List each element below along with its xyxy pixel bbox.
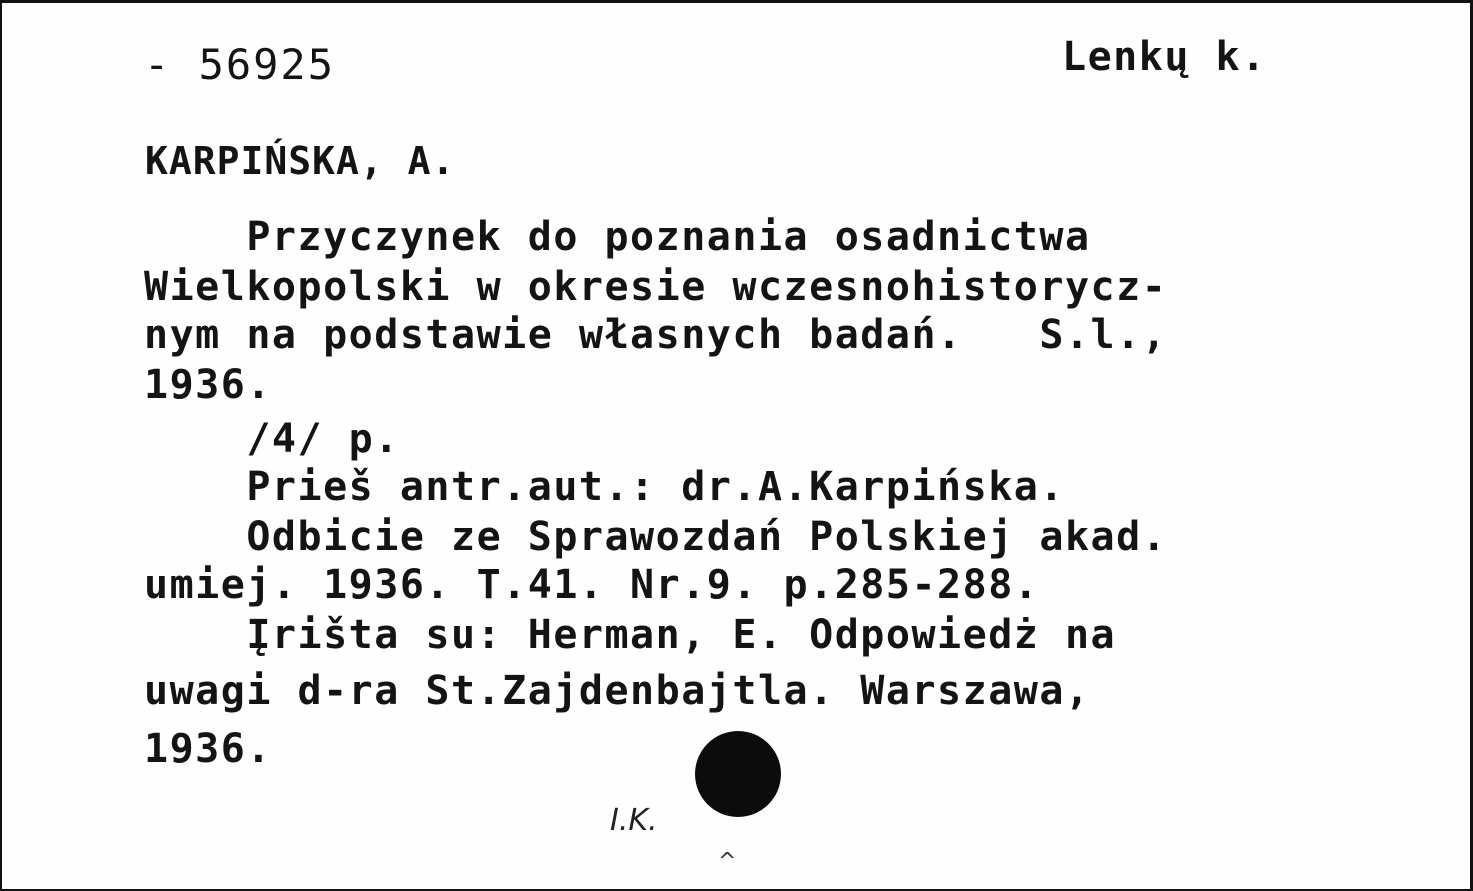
handwritten-initials: I.K. [610, 803, 658, 838]
body-line: 1936. [144, 726, 272, 772]
body-line: Prieš antr.aut.: dr.A.Karpińska. [144, 464, 1065, 510]
body-line: uwagi d-ra St.Zajdenbajtla. Warszawa, [144, 668, 1091, 714]
handwritten-mark: ^ [718, 849, 737, 874]
body-line: Przyczynek do poznania osadnictwa [144, 214, 1091, 260]
body-line: /4/ p. [144, 416, 400, 462]
location-label: Lenkų k. [1062, 34, 1267, 80]
body-line: Wielkopolski w okresie wczesnohistorycz- [144, 264, 1168, 310]
body-line: umiej. 1936. T.41. Nr.9. p.285-288. [144, 562, 1040, 608]
body-line: Įrišta su: Herman, E. Odpowiedż na [144, 612, 1117, 658]
call-number: - 56925 [144, 40, 336, 89]
punch-hole [695, 731, 781, 817]
body-line: nym na podstawie własnych badań. S.l., [144, 312, 1168, 358]
body-line: Odbicie ze Sprawozdań Polskiej akad. [144, 514, 1168, 560]
body-line: 1936. [144, 362, 272, 408]
author-heading: KARPIŃSKA, A. [145, 139, 456, 183]
